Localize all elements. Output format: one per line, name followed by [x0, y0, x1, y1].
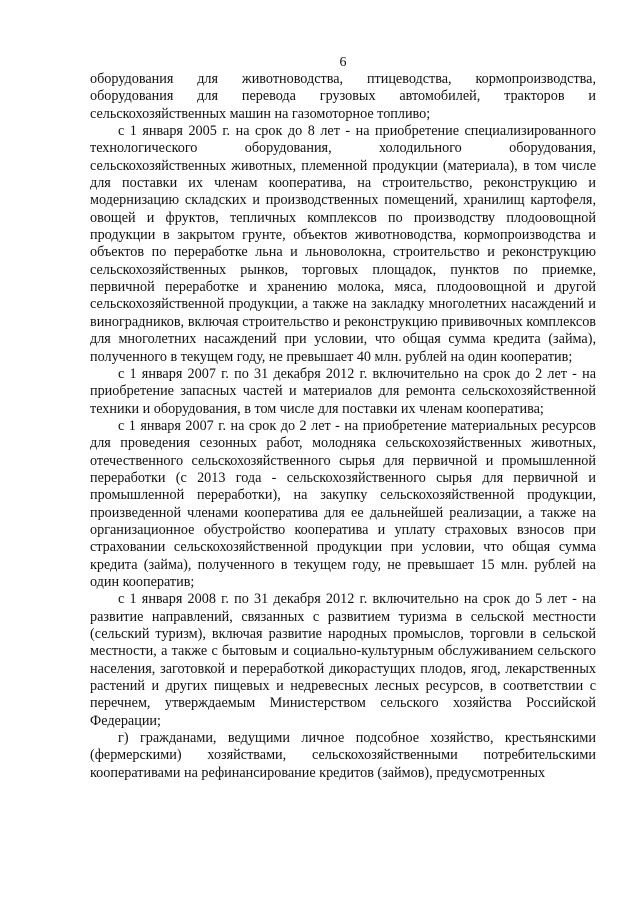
paragraph-2005-term: с 1 января 2005 г. на срок до 8 лет - на приобретение специализированного технологического оборудования, холодильного оборудования, сельскохозяйственных животных, племенной продукции (материала), в том числе для поставки их членам кооператива, на строительство, реконструкцию и модернизацию складских и производственных помещений, хранилищ картофеля, овощей и фруктов, тепличных комплексов по производству плодоовощной продукции в закрытом грунте, объектов животноводства, кормопроизводства и объектов по переработке льна и льноволокна, строительство и реконструкцию сельскохозяйственных рынков, торговых площадок, пунктов по приемке, первичной переработке и хранению молока, мяса, плодоовощной и другой сельскохозяйственной продукции, а также на закладку многолетних насаждений и виноградников, включая строительство и реконструкцию прививочных комплексов для многолетних насаждений при условии, что общая сумма кредита (займа), полученного в текущем году, не превышает 40 млн. рублей на один кооператив;: [90, 123, 596, 365]
paragraph-2008-rural-tourism: с 1 января 2008 г. по 31 декабря 2012 г. включительно на срок до 5 лет - на развитие направлений, связанных с развитием туризма в сельской местности (сельский туризм), включая развитие народных промыслов, торговли в сельской местности, а также с бытовым и социально-культурным обслуживанием сельского населения, заготовкой и переработкой дикорастущих плодов, ягод, лекарственных растений и других пищевых и недревесных лесных ресурсов, в соответствии с перечнем, утверждаемым Министерством сельского хозяйства Российской Федерации;: [90, 591, 596, 729]
paragraph-equipment-continuation: оборудования для животноводства, птицеводства, кормопроизводства, оборудования для перевода грузовых автомобилей, тракторов и сельскохозяйственных машин на газомоторное топливо;: [90, 71, 596, 122]
page-number: 6: [339, 55, 347, 70]
paragraph-2007-material-resources: с 1 января 2007 г. на срок до 2 лет - на приобретение материальных ресурсов для проведения сезонных работ, молодняка сельскохозяйственных животных, отечественного сельскохозяйственного сырья для первичной и промышленной переработки (с 2013 года - сельскохозяйственного сырья для первичной и промышленной переработки), на закупку сельскохозяйственной продукции, произведенной членами кооператива для ее дальнейшей реализации, а также на организационное обустройство кооператива и уплату страховых взносов при страховании сельскохозяйственной продукции при условии, что общая сумма кредита (займа), полученного в текущем году, не превышает 15 млн. рублей на один кооператив;: [90, 417, 596, 590]
paragraph-item-g-refinancing: г) гражданами, ведущими личное подсобное хозяйство, крестьянскими (фермерскими) хозяйствами, сельскохозяйственными потребительскими кооперативами на рефинансирование кредитов (займов), предусмотренных: [90, 730, 596, 781]
document-page: [90, 54, 596, 782]
paragraph-2007-spare-parts: с 1 января 2007 г. по 31 декабря 2012 г. включительно на срок до 2 лет - на приобретение запасных частей и материалов для ремонта сельскохозяйственной техники и оборудования, в том числе для поставки их членам кооператива;: [90, 365, 596, 417]
